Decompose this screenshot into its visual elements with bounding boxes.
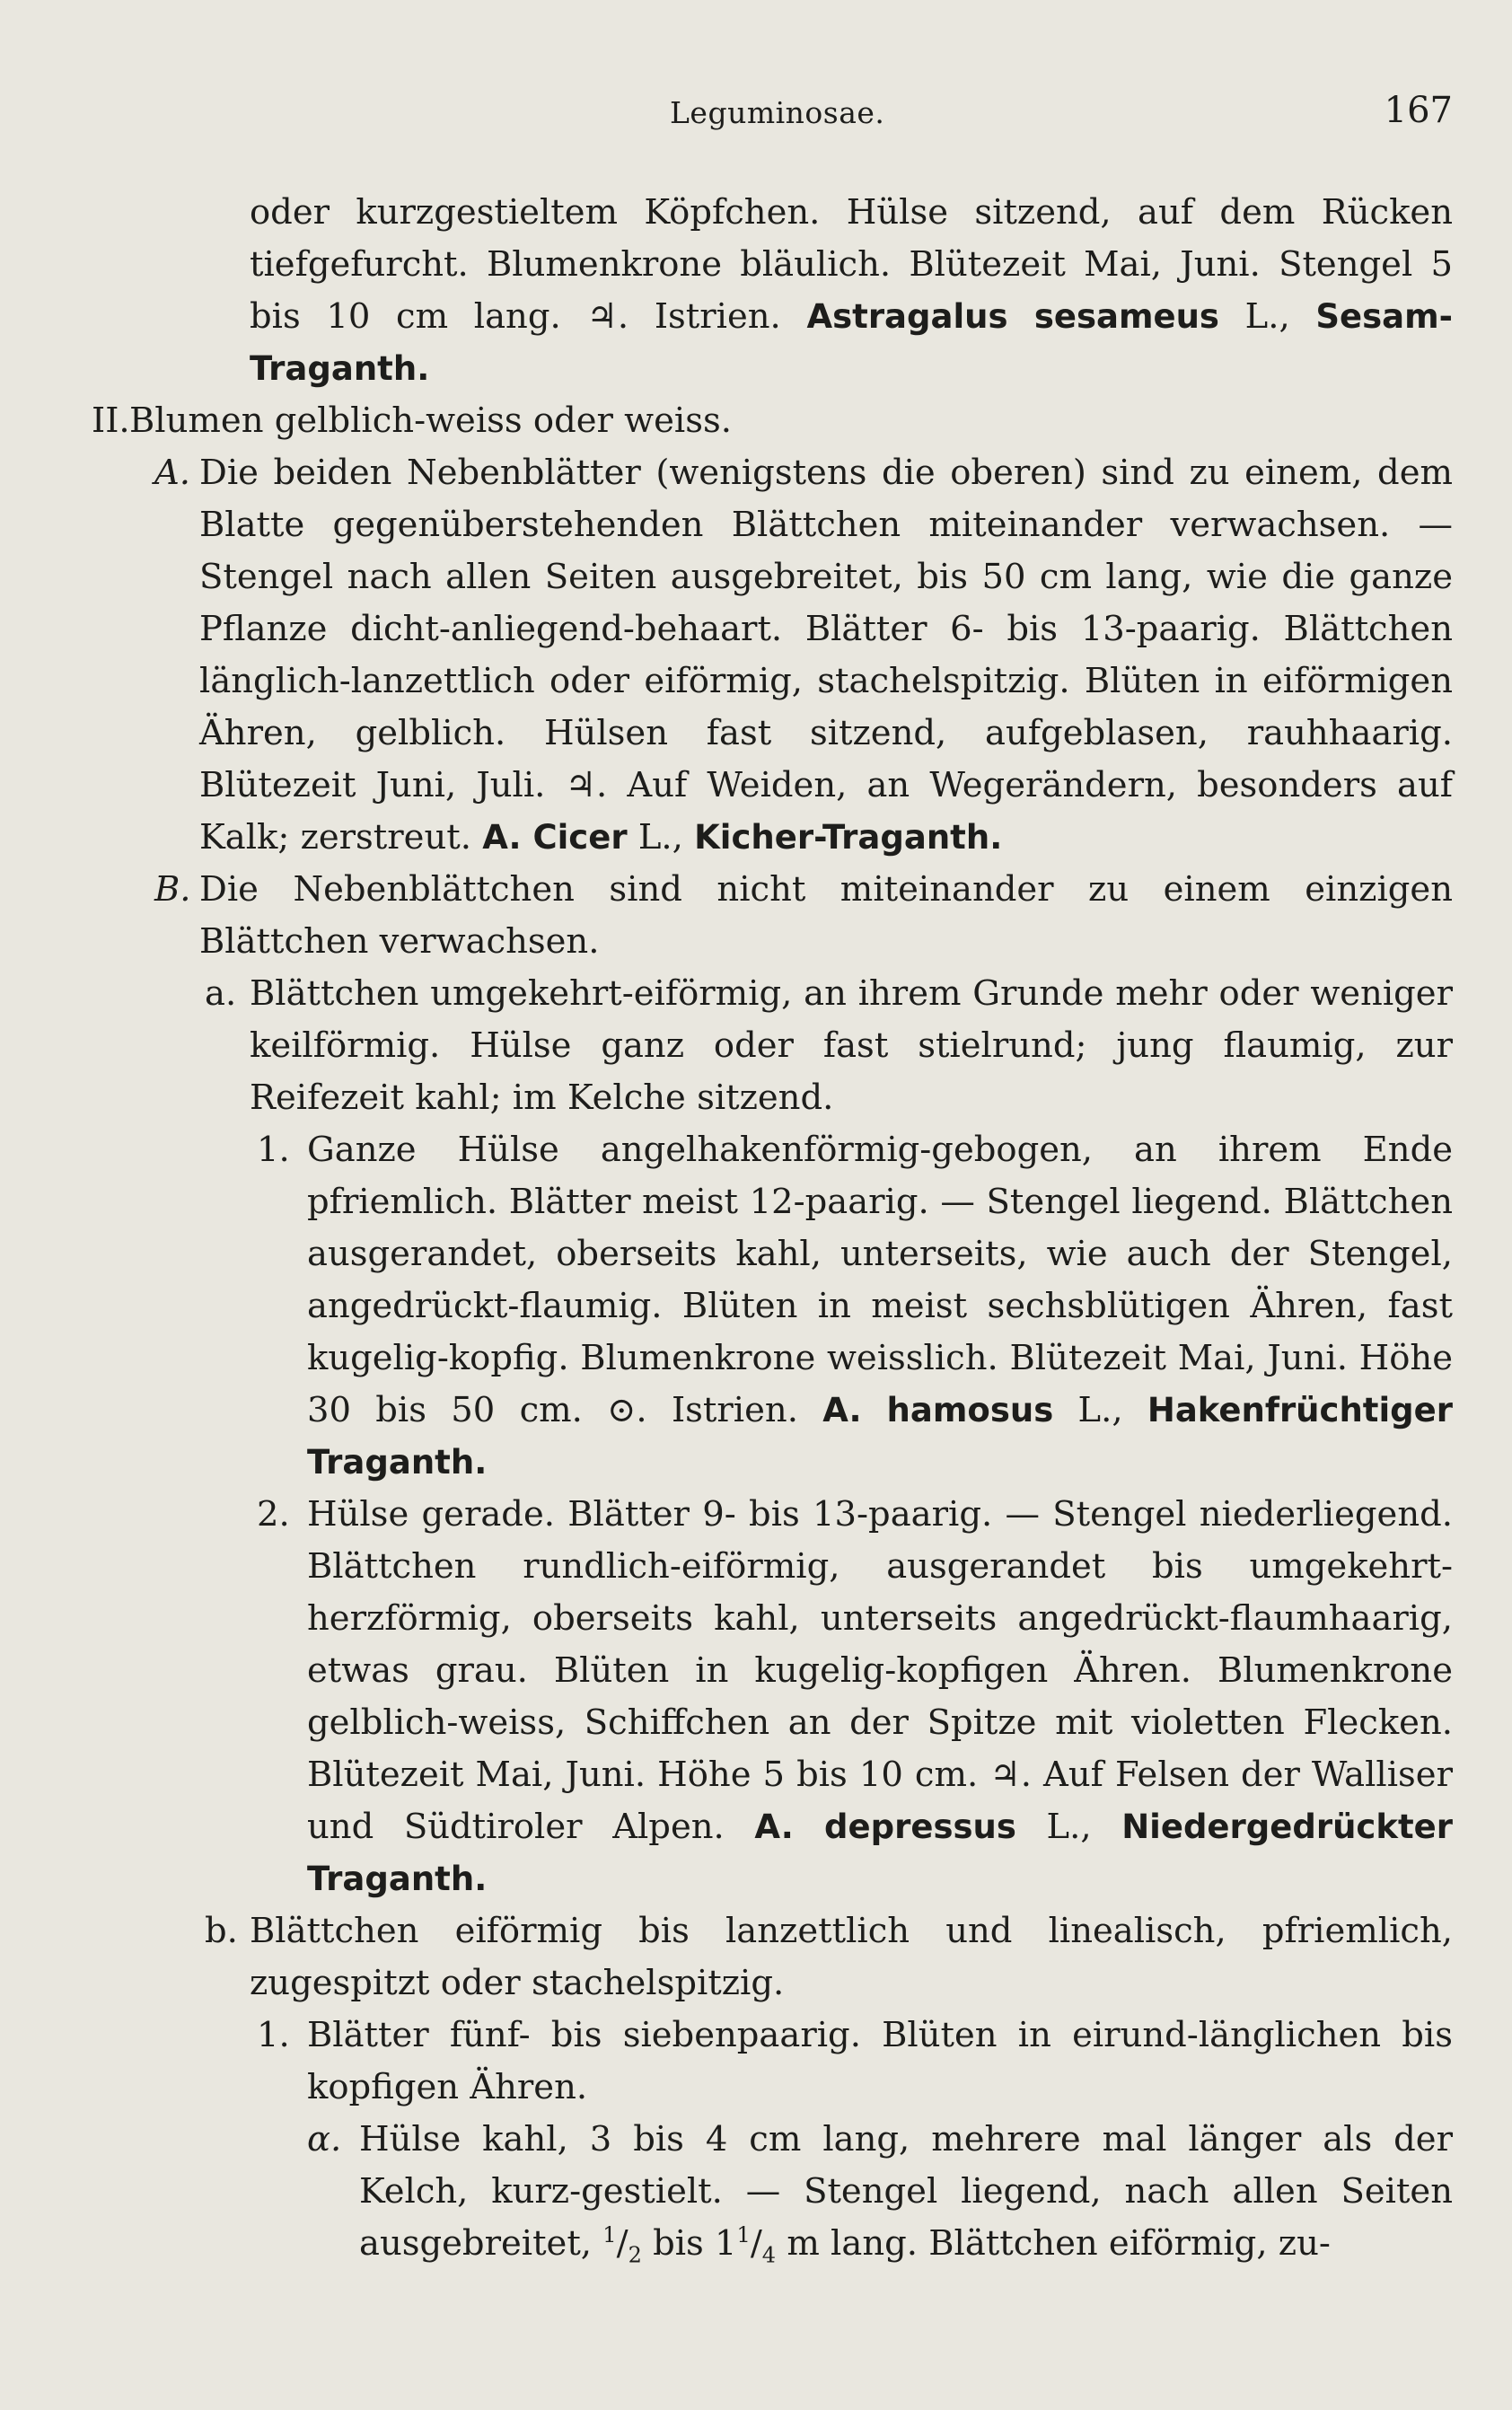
paragraph-text: Die beiden Nebenblätter (wenigstens die oberen) sind zu einem, dem Blatte gegenüberstehenden Blättchen miteinander verwachsen. — Stengel nach allen Seiten ausgebreitet, bis 50 cm lang, wie die ganze Pflanze dicht-anliegend-behaart. Blätter 6- bis 13-paarig. Blättchen länglich-lanzettlich oder eiförmig, stachelspitzig. Blüten in eiförmigen Ähren, gelblich. Hülsen fast sitzend, aufgeblasen, rauhhaarig. Blütezeit Juni, Juli. ♃. Auf Weiden, an Wegerändern, besonders auf Kalk; zerstreut. — [199, 453, 1453, 858]
page-number: 167 — [1384, 90, 1453, 131]
key-item-II — [92, 395, 1453, 447]
fraction-numerator: 1 — [736, 2222, 751, 2248]
page-body — [0, 187, 1512, 2270]
fraction-denominator: 2 — [628, 2242, 642, 2268]
author-abbrev: L., — [1218, 296, 1316, 337]
running-head: Leguminosae. — [670, 95, 885, 130]
paragraph-text: Hülse kahl, 3 bis 4 cm lang, mehrere mal länger als der Kelch, kurz-gestielt. — Stengel liegend, nach allen Seiten ausgebreitet, — [359, 2119, 1453, 2264]
paragraph-text: Blumen gelblich-weiss oder weiss. — [129, 400, 732, 441]
paragraph-text: Die Nebenblättchen sind nicht miteinander zu einem einzigen Blättchen verwachsen. — [199, 869, 1453, 962]
paragraph-text: bis 1 — [641, 2223, 737, 2264]
key-label: B. — [154, 869, 191, 910]
species-name: A. depressus — [754, 1808, 1016, 1846]
author-abbrev: L., — [1053, 1390, 1147, 1430]
paragraph-text: Blätter fünf- bis siebenpaarig. Blüten in eirund-länglichen bis kopfigen Ähren. — [307, 2015, 1453, 2107]
common-name: Kicher-Traganth. — [694, 818, 1003, 857]
paragraph-text: Hülse gerade. Blätter 9- bis 13-paarig. — Stengel niederliegend. Blättchen rundlich-eiförmig, ausgerandet bis umgekehrt-herzförmig, oberseits kahl, unterseits angedrückt-flaumhaarig, etwas grau. Blüten in kugelig-kopfigen Ähren. Blumenkrone gelblich-weiss, Schiffchen an der Spitze mit violetten Flecken. Blütezeit Mai, Juni. Höhe 5 bis 10 cm. ♃. Auf Felsen der Walliser und Südtiroler Alpen. — [307, 1494, 1453, 1847]
paragraph-text: oder kurzgestieltem Köpfchen. Hülse sitzend, auf dem Rücken tiefgefurcht. Blumenkrone bläulich. Blütezeit Mai, Juni. Stengel 5 bis 10 cm lang. ♃. Istrien. — [250, 192, 1453, 337]
species-name: A. Cicer — [482, 818, 628, 857]
author-abbrev: L., — [1015, 1807, 1122, 1847]
key-item-a — [205, 968, 1453, 1124]
key-item-B — [154, 864, 1453, 968]
key-label: α. — [307, 2119, 342, 2159]
key-label: 2. — [257, 1494, 290, 1535]
key-label: b. — [205, 1911, 238, 1951]
paragraph-text: Blättchen eiförmig bis lanzettlich und linealisch, pfriemlich, zugespitzt oder stachelspitzig. — [250, 1911, 1453, 2003]
key-item-1-hamosus — [257, 1124, 1453, 1489]
key-item-b — [205, 1905, 1453, 2010]
key-label: 1. — [257, 1130, 290, 1170]
key-item-A — [154, 447, 1453, 864]
common-name: Sesam-Traganth. — [250, 297, 1454, 388]
page-header — [0, 90, 1512, 144]
fraction-numerator: 1 — [602, 2222, 617, 2248]
key-label: 1. — [257, 2015, 290, 2055]
paragraph-sesameus — [250, 187, 1453, 395]
key-item-1-b — [257, 2010, 1453, 2114]
species-name: A. hamosus — [822, 1391, 1054, 1429]
species-name: Astragalus sesameus — [806, 297, 1219, 336]
common-name: Niedergedrückter Traganth. — [307, 1808, 1453, 1898]
key-item-alpha: α. Hülse kahl, 3 bis 4 cm lang, mehrere mal länger als der Kelch, kurz-gestielt. — Stengel liegend, nach allen Seiten ausgebreitet, $^1/_2$ bis $1^1/_4$ m lang. Blättchen eiförmig, zu- — [359, 2114, 1453, 2270]
key-label: II. — [92, 400, 130, 441]
fraction-denominator: 4 — [761, 2242, 777, 2268]
key-item-2-depressus — [257, 1489, 1453, 1905]
key-label: A. — [154, 453, 191, 493]
paragraph-text: Blättchen umgekehrt-eiförmig, an ihrem Grunde mehr oder weniger keilförmig. Hülse ganz oder fast stielrund; jung flaumig, zur Reifezeit kahl; im Kelche sitzend. — [250, 973, 1453, 1118]
common-name: Hakenfrüchtiger Traganth. — [307, 1391, 1453, 1482]
author-abbrev: L., — [627, 817, 695, 858]
key-label: a. — [205, 973, 237, 1014]
paragraph-text: m lang. Blättchen eiförmig, zu- — [776, 2223, 1331, 2264]
paragraph-text: Ganze Hülse angelhakenförmig-gebogen, an ihrem Ende pfriemlich. Blätter meist 12-paarig. — Stengel liegend. Blättchen ausgerandet, oberseits kahl, unterseits, wie auch der Stengel, angedrückt-flaumig. Blüten in meist sechsblütigen Ähren, fast kugelig-kopfig. Blumenkrone weisslich. Blütezeit Mai, Juni. Höhe 30 bis 50 cm. ⊙. Istrien. — [307, 1130, 1453, 1430]
